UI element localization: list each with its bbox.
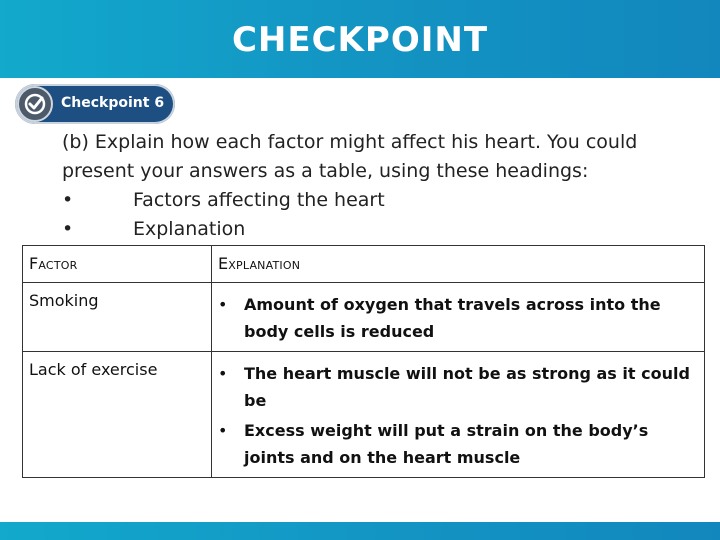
explanation-cell bbox=[212, 352, 705, 478]
answer-table bbox=[22, 245, 705, 478]
prompt-bullet bbox=[62, 215, 702, 244]
factor-cell: Smoking bbox=[23, 283, 212, 352]
header-factor: Factor bbox=[23, 246, 212, 283]
header-explanation: Explanation bbox=[212, 246, 705, 283]
table-row bbox=[23, 283, 705, 352]
badge-label: Checkpoint 6 bbox=[61, 95, 165, 111]
footer-strip bbox=[0, 522, 720, 540]
bullet-dot: • bbox=[218, 295, 228, 314]
prompt-bullet bbox=[62, 186, 702, 215]
bullet-dot: • bbox=[218, 364, 228, 383]
header-banner bbox=[0, 0, 720, 78]
question-prompt bbox=[62, 128, 702, 244]
explanation-cell bbox=[212, 283, 705, 352]
prompt-line-1: (b) Explain how each factor might affect his heart. You could bbox=[62, 131, 638, 153]
explanation-text: Amount of oxygen that travels across into the body cells is reduced bbox=[244, 295, 661, 341]
factor-cell: Lack of exercise bbox=[23, 352, 212, 478]
explanation-text: Excess weight will put a strain on the body’s joints and on the heart muscle bbox=[244, 421, 649, 467]
bullet-dot: • bbox=[62, 218, 74, 240]
explanation-item bbox=[218, 360, 698, 414]
explanation-text: The heart muscle will not be as strong as it could be bbox=[244, 364, 690, 410]
table-row bbox=[23, 352, 705, 478]
explanation-item bbox=[218, 291, 698, 345]
check-circle-icon bbox=[17, 86, 53, 122]
page-title: CHECKPOINT bbox=[231, 20, 489, 60]
bullet-text: Explanation bbox=[133, 218, 246, 240]
checkpoint-badge bbox=[15, 84, 175, 124]
bullet-dot: • bbox=[218, 421, 228, 440]
prompt-line-2: present your answers as a table, using these headings: bbox=[62, 160, 589, 182]
explanation-item bbox=[218, 417, 698, 471]
bullet-text: Factors affecting the heart bbox=[133, 189, 385, 211]
table-header-row bbox=[23, 246, 705, 283]
bullet-dot: • bbox=[62, 189, 74, 211]
